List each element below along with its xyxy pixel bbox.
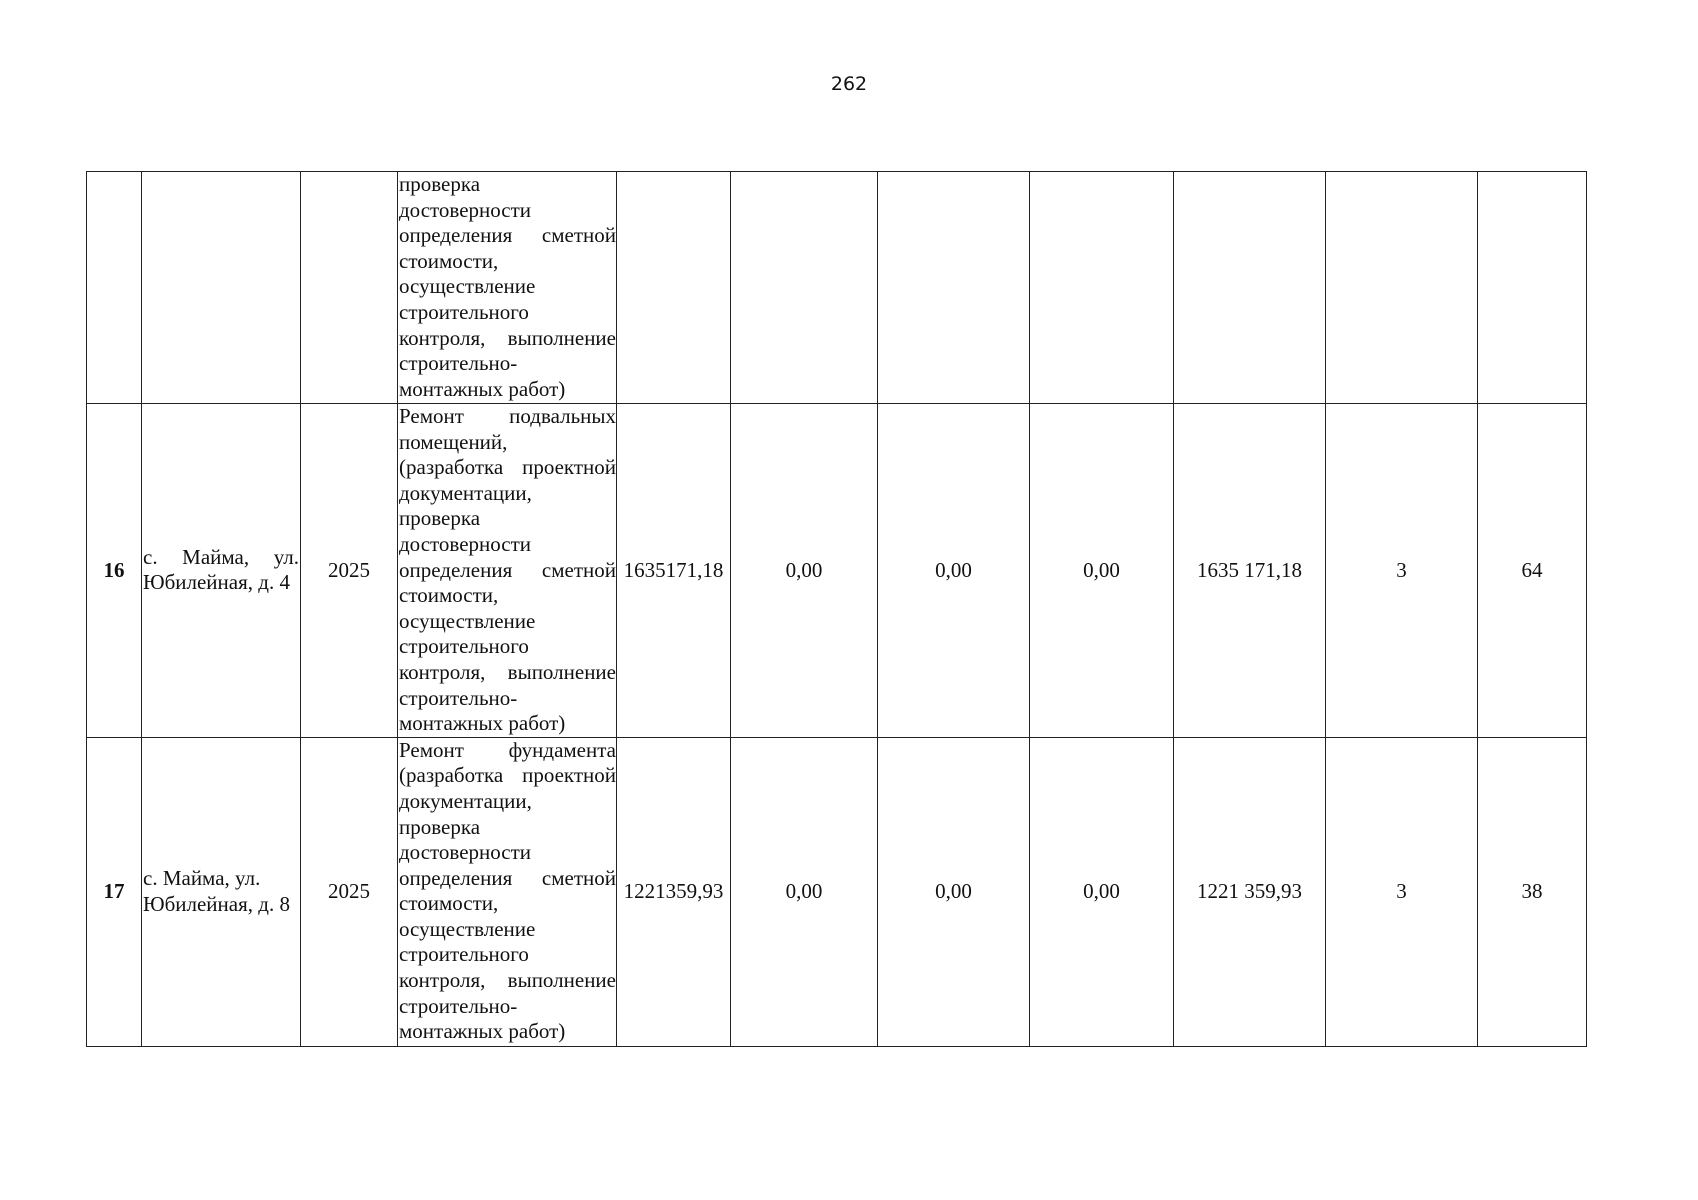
description-line: (разработка проектной: [399, 455, 616, 480]
table-row: [87, 404, 1587, 738]
description-line: строительного: [399, 942, 529, 967]
description-line: помещений,: [399, 429, 508, 454]
value-cell: [1174, 172, 1326, 404]
description-line: осуществление: [399, 608, 536, 633]
address-cell: с. Майма, ул. Юбилейная, д. 8: [142, 737, 301, 1046]
value-cell: 0,00: [731, 404, 878, 738]
description-line: определения сметной: [399, 223, 616, 248]
work-description-cell: [398, 737, 617, 1046]
description-line: контроля, выполнение: [399, 325, 616, 350]
description-line: документации,: [399, 788, 532, 813]
description-line: документации,: [399, 480, 532, 505]
address-cell: [142, 172, 301, 404]
value-cell: [878, 172, 1030, 404]
description-line: определения сметной: [399, 865, 616, 890]
page-number: 262: [830, 73, 868, 95]
description-line: монтажных работ): [399, 1019, 566, 1044]
description-line: монтажных работ): [399, 376, 566, 401]
value-cell: 38: [1478, 737, 1587, 1046]
value-cell: 1221 359,93: [1174, 737, 1326, 1046]
description-line: строительно-: [399, 685, 518, 710]
value-cell: 3: [1326, 737, 1478, 1046]
description-line: строительного: [399, 634, 529, 659]
description-line: стоимости,: [399, 248, 499, 273]
value-cell: 0,00: [878, 737, 1030, 1046]
year-cell: 2025: [301, 404, 398, 738]
description-line: осуществление: [399, 916, 536, 941]
repair-schedule-table: [86, 171, 1587, 1047]
description-line: монтажных работ): [399, 711, 566, 736]
value-cell: 1635 171,18: [1174, 404, 1326, 738]
value-cell: 0,00: [878, 404, 1030, 738]
description-line: строительно-: [399, 993, 518, 1018]
total-cost-cell: [617, 172, 731, 404]
description-line: контроля, выполнение: [399, 659, 616, 684]
total-cost-cell: 1221359,93: [617, 737, 731, 1046]
year-cell: 2025: [301, 737, 398, 1046]
work-description-cell: [398, 172, 617, 404]
value-cell: 64: [1478, 404, 1587, 738]
address-cell: с. Майма, ул. Юбилейная, д. 4: [142, 404, 301, 738]
table-row: [87, 737, 1587, 1046]
description-line: Ремонт подвальных: [399, 404, 616, 428]
description-line: достоверности: [399, 531, 532, 556]
value-cell: [1030, 172, 1174, 404]
description-line: проверка: [399, 814, 481, 839]
description-line: достоверности: [399, 197, 532, 222]
row-number: 16: [87, 404, 142, 738]
year-cell: [301, 172, 398, 404]
total-cost-cell: 1635171,18: [617, 404, 731, 738]
table-row: [87, 172, 1587, 404]
description-line: проверка: [399, 172, 481, 196]
value-cell: 0,00: [1030, 737, 1174, 1046]
description-line: (разработка проектной: [399, 763, 616, 788]
description-line: Ремонт фундамента: [399, 737, 616, 762]
value-cell: 3: [1326, 404, 1478, 738]
work-description-cell: [398, 404, 617, 738]
description-line: определения сметной: [399, 557, 616, 582]
description-line: стоимости,: [399, 583, 499, 608]
description-line: проверка: [399, 506, 481, 531]
value-cell: [731, 172, 878, 404]
row-number: [87, 172, 142, 404]
value-cell: [1326, 172, 1478, 404]
value-cell: 0,00: [731, 737, 878, 1046]
description-line: осуществление: [399, 274, 536, 299]
description-line: стоимости,: [399, 891, 499, 916]
description-line: достоверности: [399, 840, 532, 865]
value-cell: 0,00: [1030, 404, 1174, 738]
value-cell: [1478, 172, 1587, 404]
description-line: строительно-: [399, 351, 518, 376]
description-line: контроля, выполнение: [399, 968, 616, 993]
description-line: строительного: [399, 299, 529, 324]
row-number: 17: [87, 737, 142, 1046]
